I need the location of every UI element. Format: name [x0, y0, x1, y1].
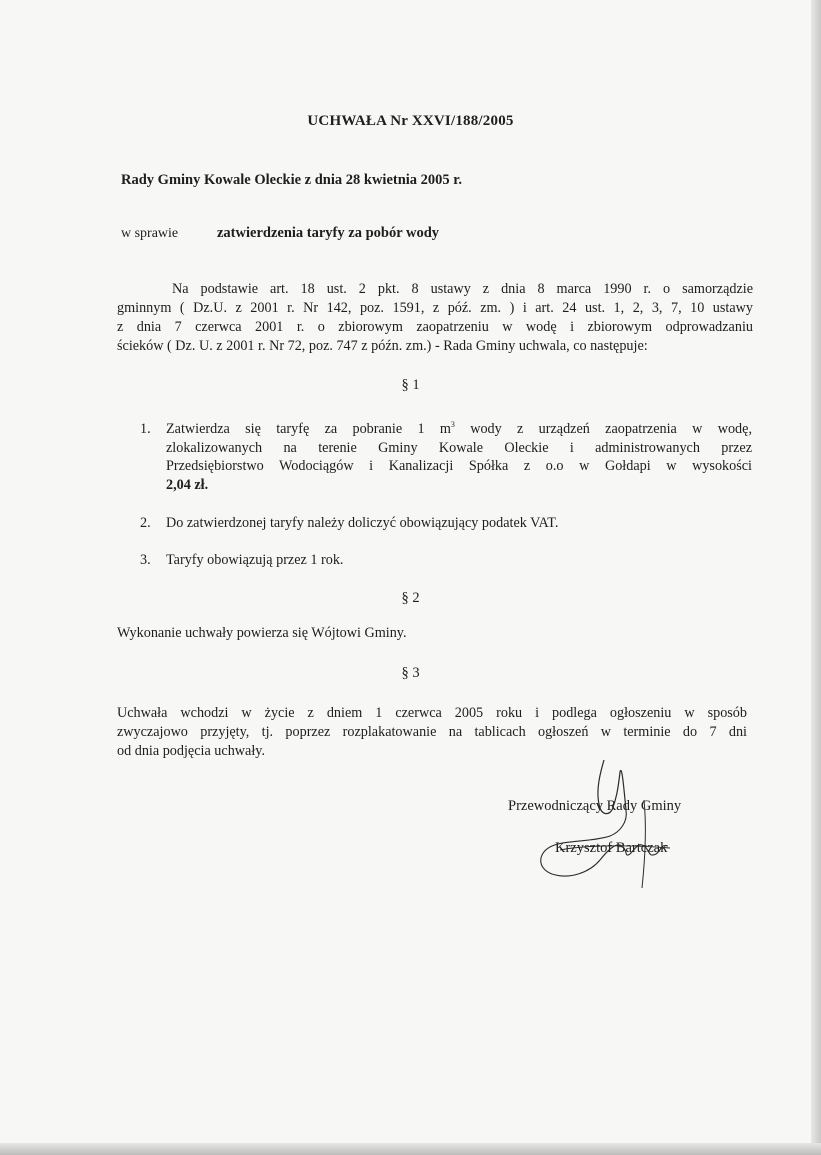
- signature-block: [500, 750, 740, 900]
- list-item-number: 1.: [140, 421, 151, 437]
- preamble-line: ścieków ( Dz. U. z 2001 r. Nr 72, poz. 747 z późn. zm.) - Rada Gminy uchwala, co następuje:: [117, 338, 648, 354]
- list-item-line: [166, 420, 752, 439]
- preamble: [117, 280, 753, 356]
- list-item-line: Taryfy obowiązują przez 1 rok.: [166, 551, 344, 568]
- signature-name: Krzysztof Bartczak: [555, 840, 668, 856]
- list-item: [140, 420, 752, 494]
- subject-text: zatwierdzenia taryfy za pobór wody: [217, 225, 440, 241]
- list-item-text: Zatwierdza się taryfę za pobranie 1 m: [166, 421, 451, 437]
- section-3-heading: § 3: [401, 665, 420, 681]
- signature-role: Przewodniczący Rady Gminy: [508, 798, 682, 814]
- preamble-line: gminnym ( Dz.U. z 2001 r. Nr 142, poz. 1591, z póź. zm. ) i art. 24 ust. 1, 2, 3, 7, 10 ustawy: [117, 300, 753, 316]
- preamble-line: Na podstawie art. 18 ust. 2 pkt. 8 ustawy z dnia 8 marca 1990 r. o samorządzie: [172, 281, 753, 297]
- handwritten-signature: [500, 750, 740, 900]
- paragraph-line: od dnia podjęcia uchwały.: [117, 743, 265, 759]
- preamble-line: z dnia 7 czerwca 2001 r. o zbiorowym zaopatrzeniu w wodę i zbiorowym odprowadzaniu: [117, 319, 753, 335]
- list-item-number: 3.: [140, 551, 151, 568]
- list-item-number: 2.: [140, 515, 151, 531]
- section-1-heading: § 1: [401, 377, 420, 393]
- resolution-title: UCHWAŁA Nr XXVI/188/2005: [307, 113, 514, 129]
- section-2-text: [117, 624, 747, 643]
- list-item: [140, 514, 752, 533]
- tariff-amount: 2,04 zł.: [166, 476, 209, 493]
- paragraph-line: Wykonanie uchwały powierza się Wójtowi Gminy.: [117, 625, 407, 641]
- list-item: [140, 551, 752, 570]
- list-item-line: Do zatwierdzonej taryfy należy doliczyć obowiązujący podatek VAT.: [166, 515, 559, 531]
- subject-line: [121, 225, 439, 242]
- resolution-subtitle: Rady Gminy Kowale Oleckie z dnia 28 kwietnia 2005 r.: [121, 172, 463, 188]
- paragraph-line: zwyczajowo przyjęty, tj. poprzez rozplakatowanie na tablicach ogłoszeń w terminie do 7 dni: [117, 724, 747, 740]
- superscript: 3: [450, 420, 455, 429]
- subject-label: w sprawie: [121, 226, 179, 241]
- list-item-line: Przedsiębiorstwo Wodociągów i Kanalizacji Spółka z o.o w Gołdapi w wysokości: [166, 458, 752, 474]
- section-2-heading: § 2: [401, 590, 420, 606]
- section-1-items: [140, 420, 752, 569]
- list-item-line: zlokalizowanych na terenie Gminy Kowale Oleckie i administrowanych przez: [166, 439, 752, 456]
- paragraph-line: Uchwała wchodzi w życie z dniem 1 czerwca 2005 roku i podlega ogłoszeniu w sposób: [117, 705, 747, 721]
- list-item-text: wody z urządzeń zaopatrzenia w wodę,: [454, 421, 752, 437]
